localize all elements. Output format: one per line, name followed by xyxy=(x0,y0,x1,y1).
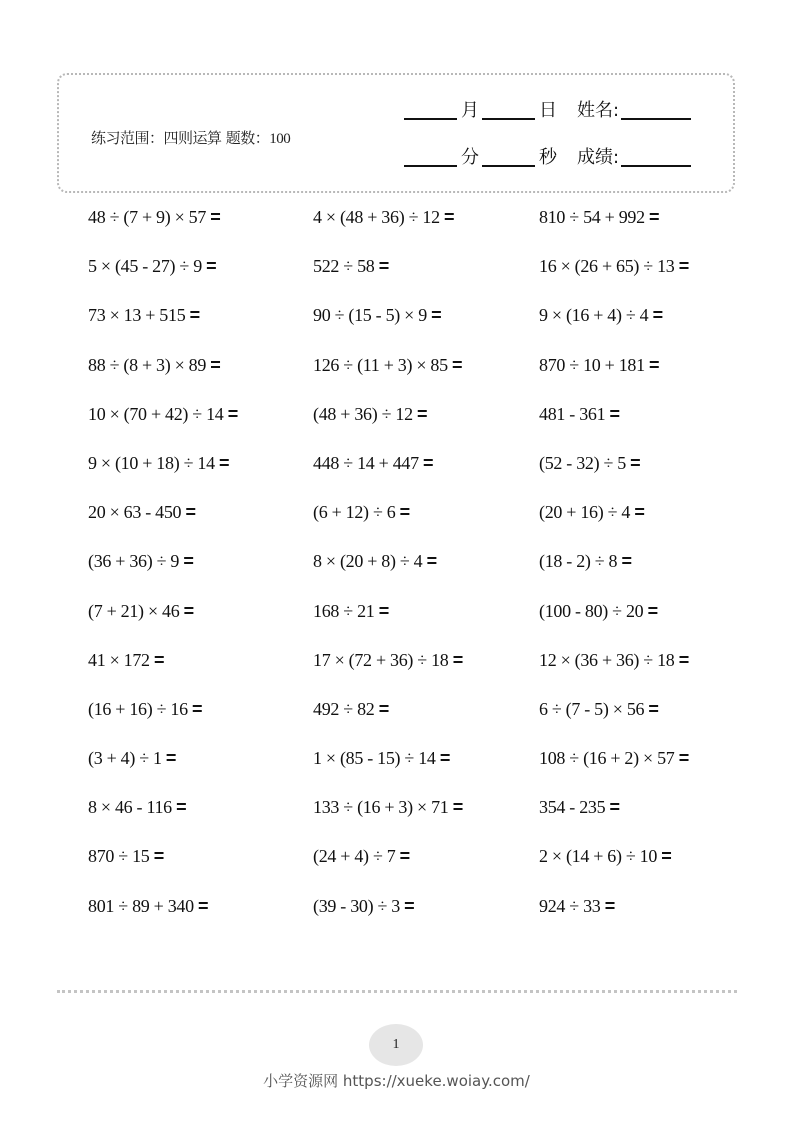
equals-sign: = xyxy=(678,748,689,769)
math-problem xyxy=(539,502,645,523)
name-blank[interactable] xyxy=(621,100,691,120)
month-blank[interactable] xyxy=(404,100,457,120)
problem-expression: (36 + 36) ÷ 9 xyxy=(88,551,180,572)
math-problem xyxy=(313,256,389,277)
math-problem xyxy=(313,846,410,867)
problem-expression: 20 × 63 - 450 xyxy=(88,502,182,523)
time-score-row xyxy=(404,146,691,170)
problem-expression: (24 + 4) ÷ 7 xyxy=(313,846,396,867)
problem-expression: 48 ÷ (7 + 9) × 57 xyxy=(88,207,207,227)
problem-expression: 8 × (20 + 8) ÷ 4 xyxy=(313,551,423,572)
equals-sign: = xyxy=(189,305,200,326)
problem-expression: (6 + 12) ÷ 6 xyxy=(313,502,396,523)
math-problem xyxy=(88,256,216,277)
problem-expression: 354 - 235 xyxy=(539,797,606,818)
equals-sign: = xyxy=(648,698,659,719)
problem-grid xyxy=(88,207,738,945)
problem-expression: 168 ÷ 21 xyxy=(313,600,375,621)
problem-expression: 481 - 361 xyxy=(539,403,606,424)
math-problem xyxy=(88,551,194,572)
problem-expression: (100 - 80) ÷ 20 xyxy=(539,600,644,621)
problem-expression: 17 × (72 + 36) ÷ 18 xyxy=(313,649,449,670)
problem-expression: 126 ÷ (11 + 3) × 85 xyxy=(313,354,448,375)
math-problem xyxy=(88,355,221,376)
math-problem xyxy=(313,551,437,572)
math-problem xyxy=(539,601,658,622)
worksheet-header xyxy=(57,73,735,193)
problem-row xyxy=(88,355,738,404)
equals-sign: = xyxy=(210,354,221,375)
equals-sign: = xyxy=(218,452,230,473)
equals-sign: = xyxy=(399,846,410,867)
dotted-divider xyxy=(57,990,737,993)
equals-sign: = xyxy=(652,305,663,326)
equals-sign: = xyxy=(443,207,455,227)
seconds-blank[interactable] xyxy=(482,147,535,167)
equals-sign: = xyxy=(378,256,389,277)
problem-row xyxy=(88,896,738,945)
math-problem xyxy=(88,846,164,867)
math-problem xyxy=(313,453,433,474)
math-problem xyxy=(313,699,389,720)
equals-sign: = xyxy=(661,846,672,867)
problem-expression: 8 × 46 - 116 xyxy=(88,797,172,818)
month-label: 月 xyxy=(461,100,479,121)
equals-sign: = xyxy=(423,452,434,473)
equals-sign: = xyxy=(649,207,660,227)
day-label: 日 xyxy=(539,100,557,121)
name-label: 姓名: xyxy=(577,100,620,121)
math-problem xyxy=(313,896,414,917)
problem-expression: (18 - 2) ÷ 8 xyxy=(539,551,618,572)
problem-expression: 801 ÷ 89 + 340 xyxy=(88,895,194,916)
equals-sign: = xyxy=(176,797,187,818)
math-problem xyxy=(539,748,689,769)
equals-sign: = xyxy=(183,600,194,621)
problem-expression: 73 × 13 + 515 xyxy=(88,305,186,326)
problem-expression: (16 + 16) ÷ 16 xyxy=(88,698,188,719)
problem-expression: 12 × (36 + 36) ÷ 18 xyxy=(539,649,675,670)
page-number-badge: 1 xyxy=(369,1024,423,1066)
math-problem xyxy=(539,453,640,474)
equals-sign: = xyxy=(378,600,389,621)
problem-row xyxy=(88,453,738,502)
math-problem xyxy=(539,650,689,671)
equals-sign: = xyxy=(227,403,238,424)
math-problem xyxy=(539,797,620,818)
equals-sign: = xyxy=(678,649,689,670)
minutes-blank[interactable] xyxy=(404,147,457,167)
practice-range-label xyxy=(91,127,290,148)
problem-expression: 16 × (26 + 65) ÷ 13 xyxy=(539,256,675,277)
problem-row xyxy=(88,305,738,354)
problem-expression: 41 × 172 xyxy=(88,649,150,670)
problem-expression: 4 × (48 + 36) ÷ 12 xyxy=(313,207,440,227)
problem-row xyxy=(88,699,738,748)
math-problem xyxy=(88,896,208,917)
math-problem xyxy=(88,748,176,769)
equals-sign: = xyxy=(621,551,632,572)
math-problem xyxy=(88,797,186,818)
equals-sign: = xyxy=(431,305,442,326)
math-problem xyxy=(313,207,454,228)
math-problem xyxy=(539,699,659,720)
problem-row xyxy=(88,207,738,256)
math-problem xyxy=(88,650,164,671)
math-problem xyxy=(88,699,202,720)
math-problem xyxy=(539,355,659,376)
problem-expression: 108 ÷ (16 + 2) × 57 xyxy=(539,748,675,769)
equals-sign: = xyxy=(153,649,165,670)
math-problem xyxy=(539,896,615,917)
equals-sign: = xyxy=(452,354,463,375)
problem-expression: 810 ÷ 54 + 992 xyxy=(539,207,645,227)
math-problem xyxy=(88,404,238,425)
equals-sign: = xyxy=(399,502,410,523)
equals-sign: = xyxy=(183,551,194,572)
math-problem xyxy=(313,355,462,376)
equals-sign: = xyxy=(609,797,620,818)
problem-expression: 1 × (85 - 15) ÷ 14 xyxy=(313,748,436,769)
equals-sign: = xyxy=(378,698,389,719)
date-name-row xyxy=(404,99,691,123)
range-text: 练习范围：四则运算 题数： xyxy=(91,129,270,147)
problem-expression: 522 ÷ 58 xyxy=(313,256,375,277)
problem-expression: (48 + 36) ÷ 12 xyxy=(313,403,413,424)
math-problem xyxy=(88,601,194,622)
math-problem xyxy=(313,404,427,425)
equals-sign: = xyxy=(198,895,209,916)
problem-expression: 88 ÷ (8 + 3) × 89 xyxy=(88,354,207,375)
equals-sign: = xyxy=(417,403,428,424)
score-blank[interactable] xyxy=(621,147,691,167)
equals-sign: = xyxy=(404,895,415,916)
problem-expression: 6 ÷ (7 - 5) × 56 xyxy=(539,698,645,719)
math-problem xyxy=(313,748,450,769)
math-problem xyxy=(539,256,689,277)
score-label: 成绩: xyxy=(577,147,620,168)
math-problem xyxy=(539,846,672,867)
problem-expression: 448 ÷ 14 + 447 xyxy=(313,452,419,473)
problem-row xyxy=(88,797,738,846)
problem-expression: (20 + 16) ÷ 4 xyxy=(539,502,631,523)
problem-expression: 9 × (10 + 18) ÷ 14 xyxy=(88,452,215,473)
math-problem xyxy=(88,207,221,228)
problem-expression: 2 × (14 + 6) ÷ 10 xyxy=(539,846,658,867)
problem-expression: 870 ÷ 15 xyxy=(88,846,150,867)
equals-sign: = xyxy=(192,698,203,719)
math-problem xyxy=(313,797,463,818)
problem-row xyxy=(88,404,738,453)
problem-expression: 90 ÷ (15 - 5) × 9 xyxy=(313,305,427,326)
equals-sign: = xyxy=(634,502,645,523)
minutes-label: 分 xyxy=(461,147,479,168)
equals-sign: = xyxy=(439,748,451,769)
math-problem xyxy=(88,502,196,523)
problem-row xyxy=(88,256,738,305)
math-problem xyxy=(313,601,389,622)
math-problem xyxy=(313,502,410,523)
problem-count: 100 xyxy=(269,131,291,147)
equals-sign: = xyxy=(452,649,463,670)
math-problem xyxy=(539,207,659,228)
math-problem xyxy=(88,453,229,474)
math-problem xyxy=(88,305,200,326)
problem-row xyxy=(88,748,738,797)
math-problem xyxy=(539,551,632,572)
problem-row xyxy=(88,650,738,699)
problem-expression: (39 - 30) ÷ 3 xyxy=(313,895,400,916)
problem-expression: 5 × (45 - 27) ÷ 9 xyxy=(88,256,202,277)
equals-sign: = xyxy=(609,403,620,424)
equals-sign: = xyxy=(649,354,660,375)
problem-row xyxy=(88,502,738,551)
equals-sign: = xyxy=(153,846,164,867)
footer-source: 小学资源网 https://xueke.woiay.com/ xyxy=(263,1072,530,1090)
problem-expression: 9 × (16 + 4) ÷ 4 xyxy=(539,305,649,326)
problem-expression: (7 + 21) × 46 xyxy=(88,600,180,621)
problem-expression: 492 ÷ 82 xyxy=(313,698,375,719)
math-problem xyxy=(313,305,441,326)
seconds-label: 秒 xyxy=(539,147,557,168)
problem-expression: 924 ÷ 33 xyxy=(539,895,601,916)
equals-sign: = xyxy=(185,502,196,523)
problem-expression: (3 + 4) ÷ 1 xyxy=(88,748,162,769)
problem-expression: 870 ÷ 10 + 181 xyxy=(539,354,645,375)
equals-sign: = xyxy=(426,551,437,572)
equals-sign: = xyxy=(678,256,689,277)
problem-expression: (52 - 32) ÷ 5 xyxy=(539,452,626,473)
day-blank[interactable] xyxy=(482,100,535,120)
equals-sign: = xyxy=(630,452,641,473)
equals-sign: = xyxy=(206,256,217,277)
equals-sign: = xyxy=(165,748,177,769)
problem-row xyxy=(88,601,738,650)
math-problem xyxy=(539,404,620,425)
problem-row xyxy=(88,846,738,895)
problem-expression: 133 ÷ (16 + 3) × 71 xyxy=(313,797,449,818)
problem-row xyxy=(88,551,738,600)
math-problem xyxy=(539,305,663,326)
equals-sign: = xyxy=(452,797,463,818)
equals-sign: = xyxy=(647,600,658,621)
math-problem xyxy=(313,650,463,671)
equals-sign: = xyxy=(604,895,615,916)
equals-sign: = xyxy=(210,207,221,227)
problem-expression: 10 × (70 + 42) ÷ 14 xyxy=(88,403,224,424)
